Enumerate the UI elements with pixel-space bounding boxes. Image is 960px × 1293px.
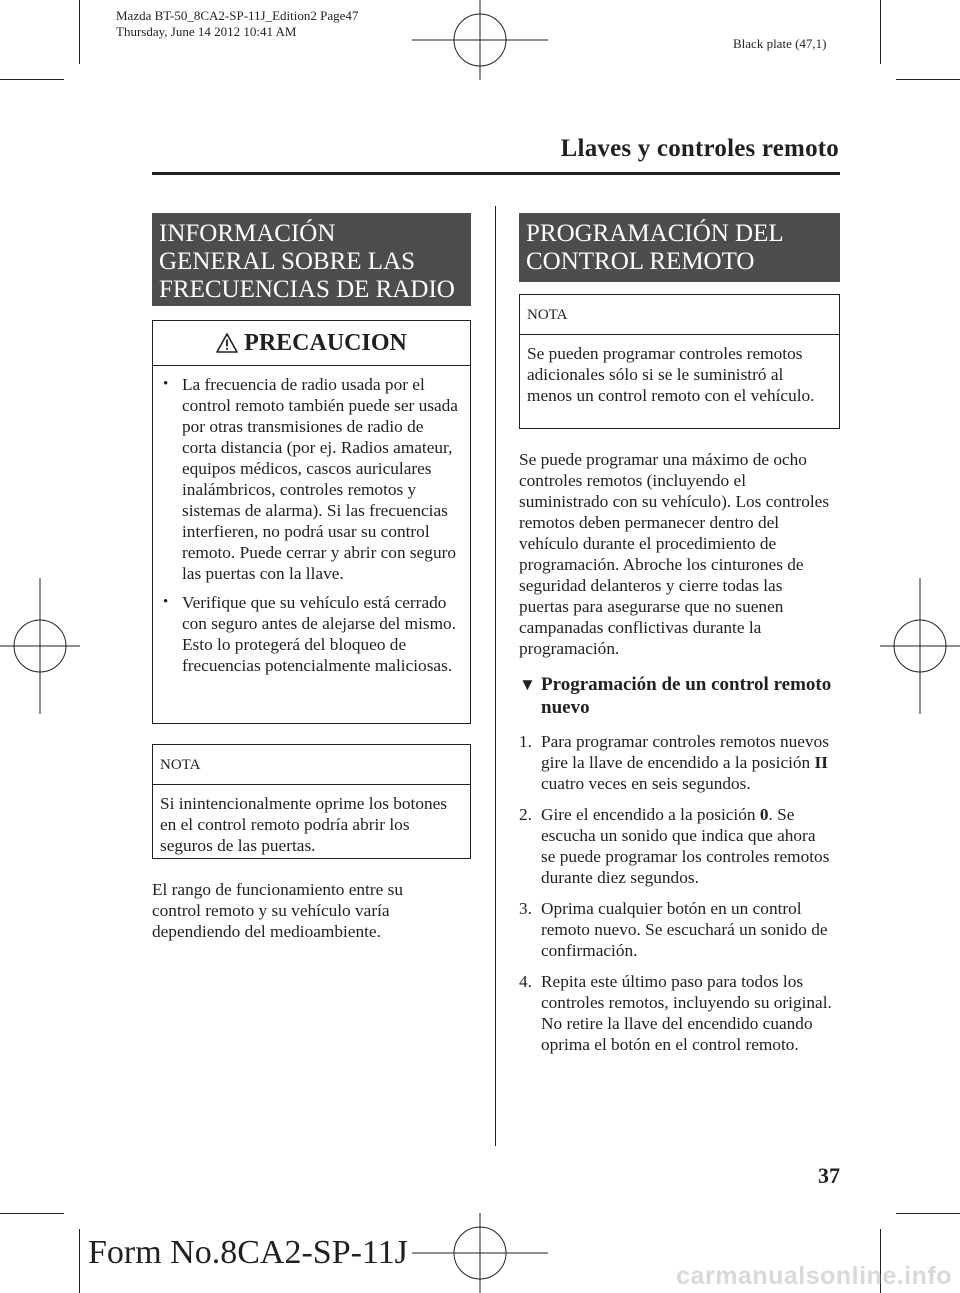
- note-title: NOTA: [520, 295, 839, 335]
- subheading-new-remote: [519, 673, 840, 719]
- note-title: NOTA: [153, 745, 470, 785]
- registration-mark-left: [0, 578, 80, 714]
- print-metadata-file: Mazda BT-50_8CA2-SP-11J_Edition2 Page47: [116, 8, 359, 23]
- left-column: [152, 213, 471, 942]
- print-metadata-date: Thursday, June 14 2012 10:41 AM: [116, 24, 297, 39]
- caution-list: [153, 366, 470, 676]
- down-triangle-icon: ▼: [519, 675, 536, 694]
- registration-mark-right: [880, 578, 960, 714]
- watermark-text: carmanualsonline.info: [676, 1262, 952, 1290]
- right-column: [519, 213, 840, 1065]
- caution-box: [152, 320, 471, 724]
- black-plate-label: Black plate (47,1): [733, 36, 827, 51]
- section-title: Llaves y controles remoto: [560, 135, 839, 162]
- warning-triangle-icon: [216, 333, 238, 353]
- note-text: Si inintencionalmente oprime los botones en el control remoto podría abrir los seguros de las puertas.: [160, 794, 448, 855]
- registration-mark-top: [412, 0, 548, 80]
- header-rule: [152, 172, 840, 175]
- caution-title: PRECAUCION: [244, 329, 407, 356]
- subheading-text: Programación de un control remoto nuevo: [541, 674, 832, 718]
- note-box: [152, 744, 471, 859]
- left-section-heading: INFORMACIÓN GENERAL SOBRE LAS FRECUENCIAS DE RADIO: [152, 213, 471, 306]
- note-text: Se pueden programar controles remotos adicionales sólo si se le suministró al menos un control remoto con el vehículo.: [527, 344, 815, 405]
- step-item: 4. Repita este último paso para todos los controles remotos, incluyendo su original. No retire la llave del encendido cuando oprima el botón en el control remoto.: [519, 972, 832, 1054]
- right-section-heading: PROGRAMACIÓN DEL CONTROL REMOTO: [519, 213, 840, 282]
- page-number: 37: [818, 1163, 840, 1188]
- step-item: 3. Oprima cualquier botón en un control remoto nuevo. Se escuchará un sonido de confirmación.: [519, 899, 828, 960]
- caution-item: • La frecuencia de radio usada por el control remoto también puede ser usada por otras transmisiones de radio de corta distancia (por ej. Radios amateur, equipos médicos, cascos auriculares inalámbricos, controles remotos y sistemas de alarma). Si las frecuencias interfieren, no podrá usar su control remoto. Puede cerrar y abrir con seguro las puertas con la llave.: [153, 374, 460, 584]
- step-item: 1. Para programar controles remotos nuevos gire la llave de encendido a la posición II cuatro veces en seis segundos.: [519, 732, 829, 793]
- registration-mark-bottom: [412, 1213, 548, 1293]
- caution-item: • Verifique que su vehículo está cerrado con seguro antes de alejarse del mismo. Esto lo protegerá del bloqueo de frecuencias potencialmente maliciosas.: [153, 592, 460, 676]
- form-number: Form No.8CA2-SP-11J: [88, 1234, 408, 1271]
- note-box-programming: [519, 294, 840, 429]
- range-paragraph: El rango de funcionamiento entre su control remoto y su vehículo varía dependiendo del medioambiente.: [152, 880, 403, 941]
- step-item: 2. Gire el encendido a la posición 0. Se escucha un sonido que indica que ahora se puede programar los controles remotos durante diez segundos.: [519, 805, 830, 887]
- caution-header: [153, 321, 470, 366]
- print-metadata: [116, 8, 358, 40]
- programming-steps: [519, 731, 840, 1055]
- programming-paragraph: Se puede programar una máximo de ocho controles remotos (incluyendo el suministrado con su vehículo). Los controles remotos deben permanecer dentro del vehículo durante el procedimiento de programación. Abroche los cinturones de seguridad delanteros y cierre todas las puertas para asegurarse que no suenen campanadas conflictivas durante la programación.: [519, 450, 830, 658]
- column-divider: [495, 206, 496, 1146]
